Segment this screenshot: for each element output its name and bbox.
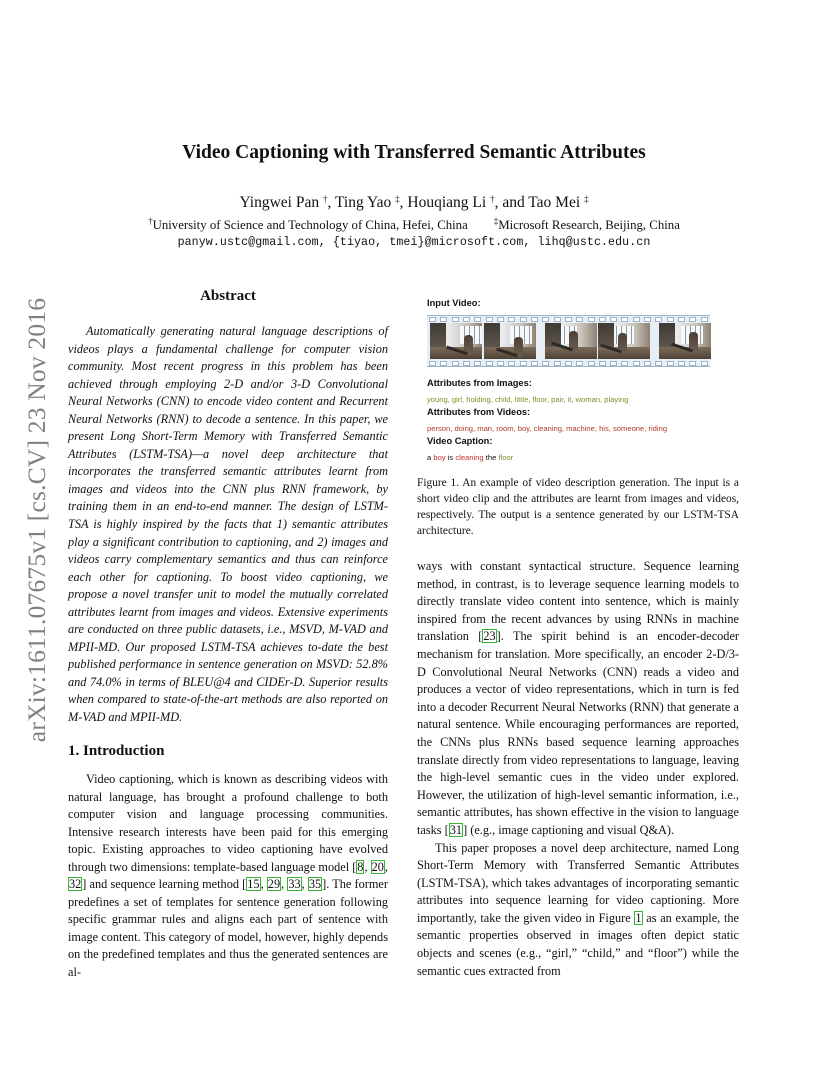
text-run: , bbox=[301, 877, 308, 892]
text-run: Video captioning, which is known as describing videos with natural language, has brought a profound challenge to both computer vision and language processing communities. Intensive research interests have been paid for this emerging topic. Existing approaches to video captioning have evolved through two dimensions: template-based language model [ bbox=[68, 772, 388, 874]
right-column-paragraph-1 bbox=[417, 558, 739, 840]
affiliation-mark: ‡ bbox=[493, 216, 499, 226]
citation-link[interactable]: 1 bbox=[635, 910, 642, 925]
text-run: ] (e.g., image captioning and visual Q&A). bbox=[463, 822, 675, 837]
text-run: , bbox=[260, 877, 267, 892]
introduction-heading: 1. Introduction bbox=[68, 743, 165, 759]
input-video-label: Input Video: bbox=[427, 298, 481, 308]
figure-1-caption: Figure 1. An example of video description generation. The input is a short video clip and the attributes are learnt from images and videos, respectively. The output is a sentence generated by our LSTM-TSA architecture. bbox=[417, 477, 739, 537]
text-run: , bbox=[281, 877, 288, 892]
abstract-heading: Abstract bbox=[200, 288, 256, 304]
attributes-from-images-label: Attributes from Images: bbox=[427, 378, 532, 388]
video-frame-thumbnail bbox=[484, 323, 536, 359]
affiliation-text: University of Science and Technology of China, Hefei, China bbox=[152, 218, 468, 232]
arxiv-identifier-stamp bbox=[22, 280, 52, 760]
citation-link[interactable]: 29 bbox=[267, 877, 281, 892]
affiliation-mark: † bbox=[322, 194, 328, 204]
text-run: as an example, the semantic properties observed in images often depict static objects and scenes (e.g., “girl,” “child,” and “floor”) while the semantic cues extracted from bbox=[417, 910, 739, 978]
affiliation-text: Microsoft Research, Beijing, China bbox=[498, 218, 680, 232]
attributes-from-images-words: young, girl, holding, child, little, floor, pair, it, woman, playing bbox=[427, 395, 629, 404]
author-separator: , and bbox=[494, 194, 529, 211]
introduction-paragraph bbox=[68, 771, 388, 982]
author-name: Ting Yao bbox=[334, 194, 396, 211]
text-run: ]. The spirit behind is an encoder-decoder mechanism for translation. More specifically, an encoder 2-D/3-D Convolutional Neural Networks (CNN) reads a video and produces a vector of video representations, which in turn is fed into a decoder Recurrent Neural Networks (RNN) that generate a natural sentence. While encouraging performances are reported, the CNNs plus RNNs based sequence learning approaches translate directly from video representations to language, leaving the high-level semantic cues in the video under explored. However, the utilization of high-level semantic information, i.e., semantic attributes, has shown effective in the vision to language tasks [ bbox=[417, 629, 740, 837]
video-frame-thumbnail bbox=[545, 323, 597, 359]
caption-word: the bbox=[485, 453, 497, 462]
affiliations bbox=[0, 218, 828, 233]
author-emails: panyw.ustc@gmail.com, {tiyao, tmei}@microsoft.com, lihq@ustc.edu.cn bbox=[177, 236, 651, 249]
text-run: ways with constant syntactical structure. Sequence learning method, in contrast, is to leverage sequence learning models to directly translate video content into sentence, which is mainly inspired from the recent advances by using RNNs in machine translation [ bbox=[417, 559, 739, 644]
caption-word: is bbox=[447, 453, 454, 462]
attributes-from-videos-words: person, doing, man, room, boy, cleaning, machine, his, someone, riding bbox=[427, 424, 668, 433]
citation-link[interactable]: 33 bbox=[288, 877, 301, 892]
filmstrip-sprockets-top bbox=[427, 317, 710, 321]
author-separator: , bbox=[327, 194, 335, 211]
citation-link[interactable]: 20 bbox=[371, 859, 384, 874]
text-run: ]. The former predefines a set of templates for sentence generation following specific grammar rules and aligns each part of sentence with image content. This category of model, however, highly depends on the predefined templates and thus the generated sentences are al- bbox=[68, 877, 388, 980]
citation-link[interactable]: 15 bbox=[247, 877, 260, 892]
text-run: , bbox=[384, 859, 388, 874]
right-column-body bbox=[417, 558, 739, 980]
generated-caption-sentence bbox=[427, 453, 513, 462]
caption-word: floor bbox=[498, 453, 514, 462]
author-name: Yingwei Pan bbox=[239, 194, 323, 211]
text-run: ] and sequence learning method [ bbox=[82, 877, 247, 892]
video-filmstrip bbox=[427, 315, 710, 367]
text-run: , bbox=[364, 859, 371, 874]
caption-word: boy bbox=[433, 453, 446, 462]
author-separator: , bbox=[399, 194, 408, 211]
citation-link[interactable]: 8 bbox=[357, 859, 364, 874]
affiliation-mark: ‡ bbox=[395, 194, 400, 204]
author-name: Houqiang Li bbox=[407, 194, 491, 211]
author-list bbox=[0, 194, 828, 212]
caption-word: a bbox=[427, 453, 432, 462]
affiliation-mark: † bbox=[148, 216, 153, 226]
right-column-paragraph-2 bbox=[417, 840, 739, 981]
affiliation-mark: ‡ bbox=[584, 194, 589, 204]
paper-title: Video Captioning with Transferred Semantic Attributes bbox=[182, 142, 646, 163]
citation-link[interactable]: 23 bbox=[483, 629, 496, 644]
video-frame-thumbnail bbox=[598, 323, 650, 359]
abstract-text: Automatically generating natural language descriptions of videos plays a fundamental challenge for computer vision community. Most recent progress in this problem has been achieved through employing 2-D and/or 3-D Convolutional Neural Networks (CNN) to encode video content and Recurrent Neural Networks (RNN) to decode a sentence. In this paper, we present Long Short-Term Memory with Transferred Semantic Attributes (LSTM-TSA)—a novel deep architecture that incorporates the transferred semantic attributes learnt from images and videos into the CNN plus RNN framework, by training them in an end-to-end manner. The design of LSTM-TSA is highly inspired by the facts that 1) semantic attributes play a significant contribution to captioning, and 2) images and videos carry complementary semantics and thus can reinforce each other for captioning. To boost video captioning, we propose a novel transfer unit to model the mutually correlated attributes learnt from images and videos. Extensive experiments are conducted on three public datasets, i.e., MSVD, M-VAD and MPII-MD. Our proposed LSTM-TSA achieves to-date the best published performance in sentence generation on MSVD: 52.8% and 74.0% in terms of BLEU@4 and CIDEr-D. Superior results when compared to state-of-the-art methods are also reported on M-VAD and MPII-MD. bbox=[68, 324, 388, 725]
affiliation-mark: † bbox=[490, 194, 495, 204]
citation-link[interactable]: 32 bbox=[69, 877, 82, 892]
video-frame-thumbnail bbox=[659, 323, 711, 359]
video-frame-thumbnail bbox=[430, 323, 482, 359]
caption-word: cleaning bbox=[455, 453, 484, 462]
citation-link[interactable]: 35 bbox=[308, 877, 322, 892]
author-name: Tao Mei bbox=[528, 194, 585, 211]
filmstrip-sprockets-bottom bbox=[427, 361, 710, 365]
abstract-body bbox=[68, 323, 388, 727]
text-run: This paper proposes a novel deep architecture, named Long Short-Term Memory with Transferred Semantic Attributes (LSTM-TSA), which takes advantages of incorporating semantic attributes into sequence learning for video captioning. More importantly, take the given video in Figure bbox=[417, 840, 739, 925]
citation-link[interactable]: 31 bbox=[449, 822, 463, 837]
introduction-body bbox=[68, 771, 388, 982]
arxiv-stamp-text: arXiv:1611.07675v1 [cs.CV] 23 Nov 2016 bbox=[22, 297, 51, 743]
video-caption-label: Video Caption: bbox=[427, 436, 493, 446]
attributes-from-videos-label: Attributes from Videos: bbox=[427, 407, 531, 417]
